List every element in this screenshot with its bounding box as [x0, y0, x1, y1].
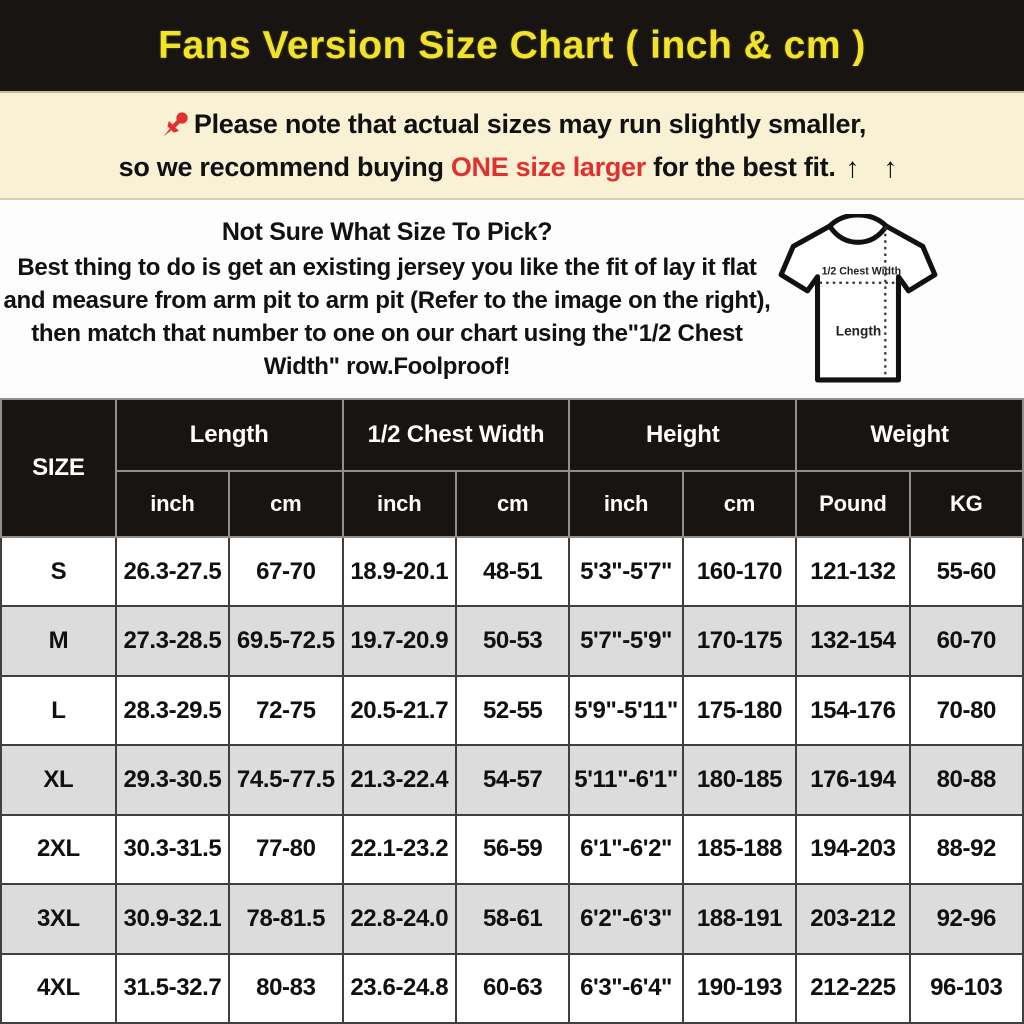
- value-cell: 30.9-32.1: [116, 884, 229, 953]
- value-cell: 180-185: [683, 745, 796, 814]
- tshirt-icon: [774, 214, 942, 386]
- value-cell: 20.5-21.7: [343, 676, 456, 745]
- value-cell: 19.7-20.9: [343, 606, 456, 675]
- value-cell: 188-191: [683, 884, 796, 953]
- size-cell: 2XL: [1, 815, 116, 884]
- value-cell: 160-170: [683, 537, 796, 606]
- instructions-heading: Not Sure What Size To Pick?: [221, 218, 553, 246]
- value-cell: 52-55: [456, 676, 569, 745]
- instruction-line: Best thing to do is get an existing jersey you like the fit of lay it flat: [17, 254, 757, 281]
- value-cell: 72-75: [229, 676, 342, 745]
- table-row: [1, 884, 1023, 953]
- value-cell: 92-96: [910, 884, 1023, 953]
- value-cell: 203-212: [796, 884, 909, 953]
- value-cell: 30.3-31.5: [116, 815, 229, 884]
- note-text-1: Please note that actual sizes may run slightly smaller,: [193, 109, 867, 139]
- value-cell: 31.5-32.7: [116, 954, 229, 1023]
- value-cell: 5'3"-5'7": [569, 537, 682, 606]
- table-row: [1, 745, 1023, 814]
- value-cell: 56-59: [456, 815, 569, 884]
- col-header-size: SIZE: [1, 399, 116, 537]
- note-section: [0, 93, 1024, 200]
- value-cell: 22.1-23.2: [343, 815, 456, 884]
- table-row: [1, 606, 1023, 675]
- table-row: [1, 537, 1023, 606]
- value-cell: 5'11"-6'1": [569, 745, 682, 814]
- subheader-height-inch: inch: [569, 471, 682, 537]
- value-cell: 80-88: [910, 745, 1023, 814]
- instruction-line: then match that number to one on our chart using the"1/2 Chest: [31, 320, 743, 347]
- chest-width-label: 1/2 Chest Width: [821, 265, 902, 278]
- size-cell: S: [1, 537, 116, 606]
- value-cell: 58-61: [456, 884, 569, 953]
- value-cell: 69.5-72.5: [229, 606, 342, 675]
- value-cell: 54-57: [456, 745, 569, 814]
- subheader-length-inch: inch: [116, 471, 229, 537]
- value-cell: 121-132: [796, 537, 909, 606]
- value-cell: 185-188: [683, 815, 796, 884]
- instructions-text: [0, 200, 774, 383]
- note-text-2-post: for the best fit.: [645, 152, 836, 182]
- value-cell: 60-70: [910, 606, 1023, 675]
- value-cell: 175-180: [683, 676, 796, 745]
- value-cell: 55-60: [910, 537, 1023, 606]
- value-cell: 48-51: [456, 537, 569, 606]
- value-cell: 74.5-77.5: [229, 745, 342, 814]
- note-line-2: [119, 152, 906, 184]
- value-cell: 80-83: [229, 954, 342, 1023]
- value-cell: 96-103: [910, 954, 1023, 1023]
- value-cell: 28.3-29.5: [116, 676, 229, 745]
- col-group-weight: Weight: [796, 399, 1023, 471]
- value-cell: 78-81.5: [229, 884, 342, 953]
- subheader-height-cm: cm: [683, 471, 796, 537]
- value-cell: 29.3-30.5: [116, 745, 229, 814]
- note-text-2-pre: so we recommend buying: [118, 152, 451, 182]
- value-cell: 6'3"-6'4": [569, 954, 682, 1023]
- value-cell: 170-175: [683, 606, 796, 675]
- subheader-length-cm: cm: [229, 471, 342, 537]
- instruction-line: Width" row.Foolproof!: [263, 353, 511, 380]
- subheader-weight-kg: KG: [910, 471, 1023, 537]
- size-table: [0, 398, 1024, 1024]
- size-cell: 4XL: [1, 954, 116, 1023]
- col-group-length: Length: [116, 399, 343, 471]
- value-cell: 18.9-20.1: [343, 537, 456, 606]
- size-cell: L: [1, 676, 116, 745]
- value-cell: 176-194: [796, 745, 909, 814]
- value-cell: 26.3-27.5: [116, 537, 229, 606]
- title-bar: [0, 0, 1024, 93]
- size-cell: XL: [1, 745, 116, 814]
- note-highlight: ONE size larger: [450, 152, 646, 182]
- size-table-section: [0, 398, 1024, 1024]
- value-cell: 67-70: [229, 537, 342, 606]
- subheader-chest-inch: inch: [343, 471, 456, 537]
- up-arrows: ↑ ↑: [845, 151, 906, 183]
- subheader-weight-pound: Pound: [796, 471, 909, 537]
- instructions-section: [0, 200, 1024, 398]
- table-row: [1, 676, 1023, 745]
- value-cell: 132-154: [796, 606, 909, 675]
- note-line-1: [158, 108, 866, 142]
- value-cell: 23.6-24.8: [343, 954, 456, 1023]
- value-cell: 60-63: [456, 954, 569, 1023]
- value-cell: 6'2"-6'3": [569, 884, 682, 953]
- value-cell: 88-92: [910, 815, 1023, 884]
- subheader-chest-cm: cm: [456, 471, 569, 537]
- page-title: Fans Version Size Chart ( inch & cm ): [158, 23, 866, 67]
- col-group-chest-width: 1/2 Chest Width: [343, 399, 570, 471]
- size-cell: M: [1, 606, 116, 675]
- value-cell: 154-176: [796, 676, 909, 745]
- value-cell: 27.3-28.5: [116, 606, 229, 675]
- value-cell: 212-225: [796, 954, 909, 1023]
- value-cell: 6'1"-6'2": [569, 815, 682, 884]
- value-cell: 22.8-24.0: [343, 884, 456, 953]
- tshirt-diagram: [774, 200, 1024, 386]
- size-cell: 3XL: [1, 884, 116, 953]
- length-label: Length: [835, 323, 882, 339]
- value-cell: 190-193: [683, 954, 796, 1023]
- col-group-height: Height: [569, 399, 796, 471]
- value-cell: 50-53: [456, 606, 569, 675]
- value-cell: 21.3-22.4: [343, 745, 456, 814]
- table-row: [1, 954, 1023, 1023]
- pushpin-icon: [158, 108, 192, 142]
- value-cell: 70-80: [910, 676, 1023, 745]
- table-row: [1, 815, 1023, 884]
- value-cell: 77-80: [229, 815, 342, 884]
- value-cell: 5'7"-5'9": [569, 606, 682, 675]
- value-cell: 5'9"-5'11": [569, 676, 682, 745]
- instruction-line: and measure from arm pit to arm pit (Refer to the image on the right),: [3, 287, 771, 314]
- value-cell: 194-203: [796, 815, 909, 884]
